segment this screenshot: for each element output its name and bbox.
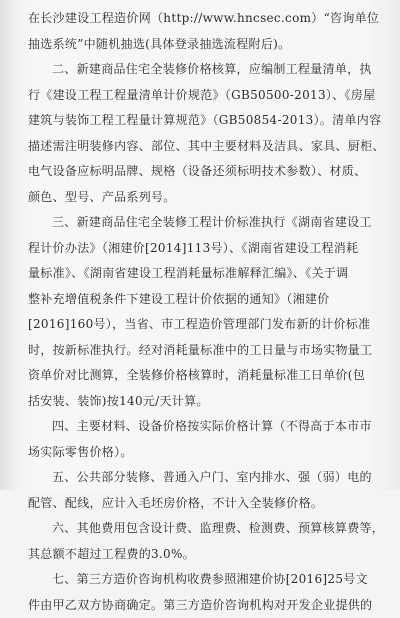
text-line: 二、新建商品住宅全装修价格核算，应编制工程量清单，执 (28, 57, 386, 83)
paragraph-p-4 (28, 414, 386, 465)
text-line: 行《建设工程工程量清单计价规范》（GB50500-2013）、《房屋 (28, 83, 386, 109)
text-line: 括安装、装饰)按140元/天计算。 (28, 389, 386, 415)
text-line: 三、新建商品住宅全装修工程计价标准执行《湖南省建设工 (28, 210, 386, 236)
page-edge-shadow (0, 0, 18, 490)
paragraph-p-7 (28, 567, 386, 618)
text-line: 资单价对比测算，全装修价格核算时，消耗量标准工日单价(包 (28, 363, 386, 389)
text-line: 程计价办法》（湘建价[2014]113号）、《湖南省建设工程消耗 (28, 236, 386, 262)
text-line: 四、主要材料、设备价格按实际价格计算（不得高于本市市 (28, 414, 386, 440)
text-line: 电气设备应标明品牌、规格（设备还须标明技术参数）、材质、 (28, 159, 386, 185)
text-line: 六、其他费用包含设计费、监理费、检测费、预算核算费等， (28, 516, 386, 542)
text-line: 描述需注明装修内容、部位、其中主要材料及洁具、家具、厨柜、 (28, 134, 386, 160)
text-line: 颜色、型号、产品系列号。 (28, 185, 386, 211)
text-line: 量标准》、《湖南省建设工程消耗量标准解释汇编》、《关于调 (28, 261, 386, 287)
text-line: 其总额不超过工程费的3.0%。 (28, 542, 386, 568)
paragraph-p-3 (28, 210, 386, 414)
text-line: [2016]160号），当省、市工程造价管理部门发布新的计价标准 (28, 312, 386, 338)
text-line: 场实际零售价格）。 (28, 440, 386, 466)
text-line: 在长沙建设工程造价网（http://www.hncsec.com）“咨询单位 (28, 6, 386, 32)
text-line: 抽选系统”中随机抽选(具体登录抽选流程附后)。 (28, 32, 386, 58)
text-line: 七、第三方造价咨询机构收费参照湘建价协[2016]25号文 (28, 567, 386, 593)
text-line: 配管、配线，应计入毛坯房价格，不计入全装修价格。 (28, 491, 386, 517)
document-body (28, 6, 386, 618)
text-line: 整补充增值税条件下建设工程计价依据的通知》（湘建价 (28, 287, 386, 313)
text-line: 建筑与装饰工程工程量计算规范》（GB50854-2013）。清单内容 (28, 108, 386, 134)
text-line: 时，按新标准执行。经对消耗量标准中的工日量与市场实物量工 (28, 338, 386, 364)
text-line: 五、公共部分装修、普通入户门、室内排水、强（弱）电的 (28, 465, 386, 491)
paragraph-p-6 (28, 516, 386, 567)
paragraph-p-5 (28, 465, 386, 516)
paragraph-p-intro-tail (28, 6, 386, 57)
paragraph-p-2 (28, 57, 386, 210)
text-line: 件由甲乙双方协商确定。第三方造价咨询机构对开发企业提供的 (28, 593, 386, 618)
